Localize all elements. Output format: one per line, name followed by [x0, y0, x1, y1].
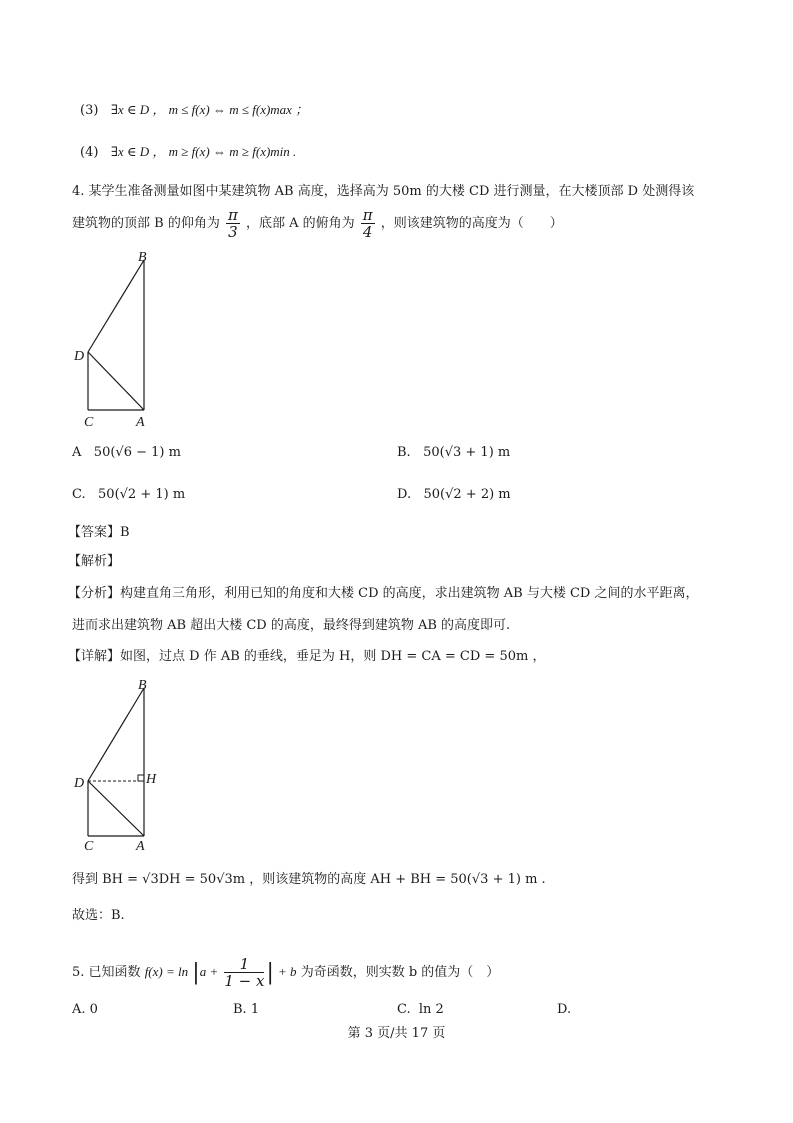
option-value: 50(√3 + 1) m — [423, 445, 511, 460]
label-b: B — [138, 678, 147, 693]
label-a: A — [136, 839, 145, 854]
q5-fraction — [224, 956, 264, 989]
page-footer: 第 3 页/共 17 页 — [347, 1026, 446, 1041]
q4-text-b: ，底部 A 的俯角为 — [245, 216, 355, 231]
building-figure-2 — [70, 676, 180, 854]
option-label: B. — [397, 445, 411, 460]
option-label: A. — [72, 1002, 86, 1017]
q4-text-c: ，则该建筑物的高度为（ ） — [380, 216, 563, 231]
abs-bar-right: | — [266, 960, 274, 985]
answer-tag: 【答案】 — [68, 525, 121, 540]
label-d: D — [74, 776, 85, 791]
rule-3-formula: ∃x ∈ D ， m ≤ f(x) ⇔ m ≤ f(x)max ； — [110, 102, 309, 117]
angle-pi-over-4 — [361, 207, 375, 240]
rule-4-formula: ∃x ∈ D ， m ≥ f(x) ⇔ m ≥ f(x)min . — [110, 144, 297, 159]
rule-3-prefix: (3) — [80, 103, 99, 118]
option-value: 50(√2 + 1) m — [98, 487, 186, 502]
q4-option-b[interactable] — [397, 443, 510, 463]
q5-plus-b: + b — [278, 964, 297, 979]
label-h: H — [146, 772, 157, 787]
q4-option-c[interactable] — [72, 485, 185, 505]
q4-option-a[interactable] — [72, 443, 181, 463]
label-a: A — [136, 415, 145, 430]
line-da — [88, 781, 144, 836]
fenxi-text-1: 构建直角三角形，利用已知的角度和大楼 CD 的高度，求出建筑物 AB 与大楼 CD 之间的水平距离， — [120, 586, 699, 601]
rule-3 — [80, 100, 308, 121]
label-c: C — [84, 839, 94, 854]
fenxi-line1 — [68, 584, 699, 604]
q4-line1: 4. 某学生准备测量如图中某建筑物 AB 高度，选择高为 50m 的大楼 CD 进行测量，在大楼顶部 D 处测得该 — [72, 184, 695, 199]
option-label: B. — [233, 1002, 247, 1017]
fenxi-line2: 进而求出建筑物 AB 超出大楼 CD 的高度，最终得到建筑物 AB 的高度即可. — [72, 618, 511, 633]
label-b: B — [138, 250, 147, 265]
angle-pi-over-3 — [226, 207, 240, 240]
abs-bar-left: | — [192, 960, 200, 985]
q5-abs-a: a + — [199, 964, 219, 979]
answer-value: B — [120, 525, 130, 540]
line-db — [88, 260, 144, 352]
label-c: C — [84, 415, 94, 430]
xiangjie-tag: 【详解】 — [68, 649, 121, 664]
label-d: D — [74, 349, 85, 364]
building-figure-1 — [70, 248, 170, 430]
frac-num: π — [362, 206, 373, 224]
result-line: 得到 BH = √3DH = 50√3m ，则该建筑物的高度 AH + BH = 50(√3 + 1) m . — [72, 872, 546, 887]
q5-line — [72, 952, 499, 991]
choice-line: 故选：B. — [72, 908, 125, 923]
rule-4 — [80, 142, 296, 163]
option-value: 50(√6 − 1) m — [93, 445, 181, 460]
right-angle-mark — [138, 775, 144, 781]
fenxi-tag: 【分析】 — [68, 586, 121, 601]
option-label: C. — [72, 487, 86, 502]
q4-option-d[interactable] — [397, 485, 511, 505]
q5-option-d[interactable] — [557, 1000, 575, 1020]
line-db — [88, 688, 144, 781]
frac-den: 3 — [228, 223, 238, 241]
option-label: D. — [557, 1002, 572, 1017]
q5-text-b: 为奇函数，则实数 b 的值为（ ） — [300, 965, 500, 980]
q4-line2 — [72, 206, 563, 242]
option-label: D. — [397, 487, 412, 502]
frac-num: 1 — [224, 956, 264, 973]
q5-option-a[interactable] — [72, 1000, 98, 1020]
option-value: ln 2 — [418, 1002, 444, 1017]
xiangjie-text: 如图，过点 D 作 AB 的垂线，垂足为 H，则 DH = CA = CD = 50m ， — [120, 649, 546, 664]
option-value: 0 — [89, 1002, 98, 1017]
frac-num: π — [227, 206, 238, 224]
xiangjie-line — [68, 647, 545, 667]
analysis-tag: 【解析】 — [68, 554, 121, 569]
rule-4-prefix: (4) — [80, 145, 99, 160]
answer-line — [68, 523, 130, 543]
frac-den: 1 − x — [224, 972, 265, 990]
option-value: 1 — [250, 1002, 260, 1017]
q4-text-a: 建筑物的顶部 B 的仰角为 — [72, 216, 220, 231]
q5-option-b[interactable] — [233, 1000, 259, 1020]
q5-func: f(x) = ln — [144, 964, 189, 979]
option-value: 50(√2 + 2) m — [423, 487, 511, 502]
line-da — [88, 352, 144, 410]
option-label: A — [72, 445, 82, 460]
q5-text-a: 5. 已知函数 — [72, 965, 141, 980]
q5-option-c[interactable] — [397, 1000, 444, 1020]
option-label: C. — [397, 1002, 411, 1017]
frac-den: 4 — [362, 223, 373, 241]
